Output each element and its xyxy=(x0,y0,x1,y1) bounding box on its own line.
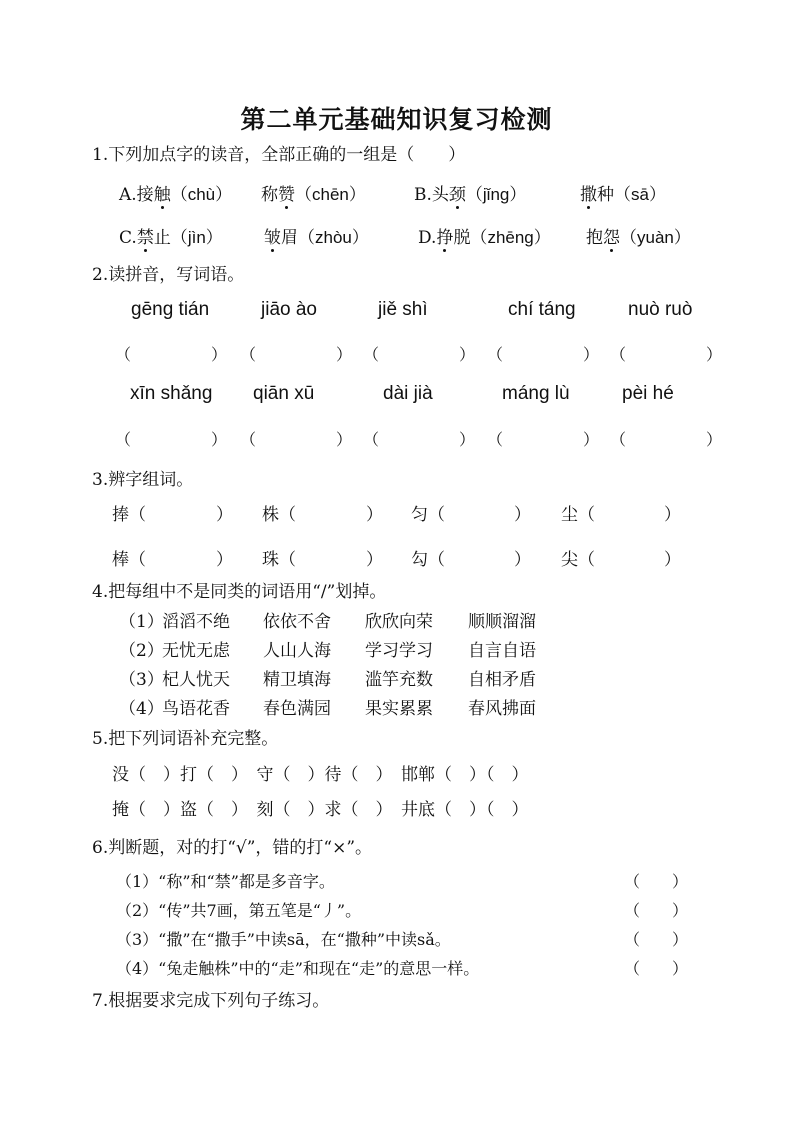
group-number: （2） xyxy=(119,641,164,661)
q4-stem: 4.把每组中不是同类的词语用“/”划掉。 xyxy=(92,582,387,602)
pinyin-item: pèi hé xyxy=(622,383,674,404)
q1-option-c1 xyxy=(119,223,223,248)
char-item: 尖（ xyxy=(561,550,595,570)
dotted-char: 触 xyxy=(154,180,171,205)
answer-blank[interactable]: （ ） xyxy=(115,430,228,449)
char-close: ） xyxy=(216,550,233,570)
q3-stem: 3.辨字组词。 xyxy=(92,470,194,490)
option-pinyin: sā xyxy=(631,185,649,204)
group-word[interactable]: 春风拂面 xyxy=(468,699,536,719)
group-word[interactable]: 欣欣向荣 xyxy=(365,612,433,632)
judge-blank[interactable]: （ ） xyxy=(624,930,689,949)
answer-blank[interactable]: （ ） xyxy=(363,345,476,364)
option-pinyin: jìn xyxy=(187,228,206,247)
option-close: ） xyxy=(673,228,691,248)
dotted-char: 怨 xyxy=(603,223,620,248)
group-number: （3） xyxy=(119,670,164,690)
page-title: 第二单元基础知识复习检测 xyxy=(240,105,553,134)
char-item: 勾（ xyxy=(411,550,445,570)
group-word[interactable]: 精卫填海 xyxy=(263,670,331,690)
group-word[interactable]: 果实累累 xyxy=(365,699,433,719)
option-close: ） xyxy=(215,185,233,205)
idiom-row: 没（ ）打（ ） 守（ ）待（ ） 邯郸（ ）（ ） xyxy=(112,765,529,785)
char-close: ） xyxy=(514,505,531,525)
group-word[interactable]: 无忧无虑 xyxy=(162,641,230,661)
char-close: ） xyxy=(514,550,531,570)
option-prefix: A.接 xyxy=(119,185,154,205)
group-word[interactable]: 自言自语 xyxy=(468,641,536,661)
option-close: ） xyxy=(648,185,666,205)
char-close: ） xyxy=(366,505,383,525)
option-pinyin: zhòu xyxy=(315,228,352,247)
pinyin-item: máng lù xyxy=(502,383,570,404)
q1-option-a1 xyxy=(119,180,232,205)
option-text: （ xyxy=(620,228,637,248)
char-close: ） xyxy=(664,505,681,525)
char-close: ） xyxy=(216,505,233,525)
q1-option-d2 xyxy=(586,223,691,248)
q1-option-a2 xyxy=(261,180,366,205)
char-close: ） xyxy=(366,550,383,570)
answer-blank[interactable]: （ ） xyxy=(115,345,228,364)
judge-item: （4）“兔走触株”中的“走”和现在“走”的意思一样。 xyxy=(116,959,480,978)
option-pinyin: yuàn xyxy=(637,228,674,247)
judge-item: （3）“撒”在“撒手”中读sā，在“撒种”中读sǎ。 xyxy=(116,930,451,949)
pinyin-item: chí táng xyxy=(508,299,576,320)
answer-blank[interactable]: （ ） xyxy=(363,430,476,449)
char-item: 捧（ xyxy=(112,505,146,525)
option-pinyin: chù xyxy=(187,185,216,204)
group-word[interactable]: 滥竽充数 xyxy=(365,670,433,690)
char-item: 棒（ xyxy=(112,550,146,570)
answer-blank[interactable]: （ ） xyxy=(610,345,723,364)
group-word[interactable]: 学习学习 xyxy=(365,641,433,661)
dotted-char: 赞 xyxy=(278,180,295,205)
group-word[interactable]: 滔滔不绝 xyxy=(162,612,230,632)
dotted-char: 撒 xyxy=(580,180,597,205)
q7-stem: 7.根据要求完成下列句子练习。 xyxy=(92,991,330,1011)
option-pinyin: zhēng xyxy=(487,228,534,247)
group-number: （1） xyxy=(119,612,164,632)
judge-item: （2）“传”共7画，第五笔是“丿”。 xyxy=(116,901,362,920)
group-word[interactable]: 春色满园 xyxy=(263,699,331,719)
dotted-char: 禁 xyxy=(137,223,154,248)
option-text: 脱（ xyxy=(453,228,488,248)
option-prefix: C. xyxy=(119,228,137,248)
idiom-row: 掩（ ）盗（ ） 刻（ ）求（ ） 井底（ ）（ ） xyxy=(112,800,529,820)
pinyin-item: qiān xū xyxy=(253,383,315,404)
q1-option-d1 xyxy=(418,223,551,248)
option-text: 种（ xyxy=(597,185,631,205)
group-word[interactable]: 自相矛盾 xyxy=(468,670,536,690)
pinyin-item: nuò ruò xyxy=(628,299,693,320)
judge-blank[interactable]: （ ） xyxy=(624,901,689,920)
option-close: ） xyxy=(348,185,366,205)
option-pinyin: chēn xyxy=(312,185,349,204)
pinyin-item: dài jià xyxy=(383,383,433,404)
option-text: （ xyxy=(170,185,188,205)
char-item: 株（ xyxy=(262,505,296,525)
answer-blank[interactable]: （ ） xyxy=(240,345,353,364)
option-pinyin: jǐng xyxy=(482,185,510,204)
pinyin-item: jiě shì xyxy=(378,299,428,320)
group-word[interactable]: 依依不舍 xyxy=(263,612,331,632)
pinyin-item: gēng tián xyxy=(131,299,210,320)
q2-stem: 2.读拼音，写词语。 xyxy=(92,265,245,285)
dotted-char: 皱 xyxy=(264,223,281,248)
pinyin-item: jiāo ào xyxy=(261,299,317,320)
option-text: 眉（ xyxy=(281,228,315,248)
group-word[interactable]: 鸟语花香 xyxy=(162,699,230,719)
q6-stem: 6.判断题，对的打“√”，错的打“×”。 xyxy=(92,838,373,858)
answer-blank[interactable]: （ ） xyxy=(487,430,600,449)
answer-blank[interactable]: （ ） xyxy=(610,430,723,449)
char-item: 珠（ xyxy=(262,550,296,570)
answer-blank[interactable]: （ ） xyxy=(240,430,353,449)
char-item: 匀（ xyxy=(411,505,445,525)
group-number: （4） xyxy=(119,699,164,719)
option-text: 止（ xyxy=(153,228,188,248)
option-prefix: 称 xyxy=(261,185,278,205)
option-text: （ xyxy=(465,185,483,205)
q5-stem: 5.把下列词语补充完整。 xyxy=(92,729,279,749)
option-prefix: B.头 xyxy=(414,185,449,205)
q1-option-c2 xyxy=(264,223,369,248)
option-prefix: D. xyxy=(418,228,437,248)
char-close: ） xyxy=(664,550,681,570)
char-item: 尘（ xyxy=(561,505,595,525)
judge-blank[interactable]: （ ） xyxy=(624,959,689,978)
option-text: （ xyxy=(295,185,312,205)
judge-blank[interactable]: （ ） xyxy=(624,872,689,891)
dotted-char: 颈 xyxy=(449,180,466,205)
judge-item: （1）“称”和“禁”都是多音字。 xyxy=(116,872,335,891)
option-close: ） xyxy=(509,185,527,205)
dotted-char: 挣 xyxy=(436,223,453,248)
group-word[interactable]: 人山人海 xyxy=(263,641,331,661)
answer-blank[interactable]: （ ） xyxy=(487,345,600,364)
q1-option-b2 xyxy=(580,180,666,205)
q1-option-b1 xyxy=(414,180,526,205)
option-close: ） xyxy=(351,228,369,248)
pinyin-item: xīn shǎng xyxy=(130,383,213,404)
option-close: ） xyxy=(533,228,551,248)
option-close: ） xyxy=(205,228,223,248)
group-word[interactable]: 杞人忧天 xyxy=(162,670,230,690)
q1-stem: 1.下列加点字的读音，全部正确的一组是（ ） xyxy=(92,145,466,165)
option-prefix: 抱 xyxy=(586,228,603,248)
group-word[interactable]: 顺顺溜溜 xyxy=(468,612,536,632)
